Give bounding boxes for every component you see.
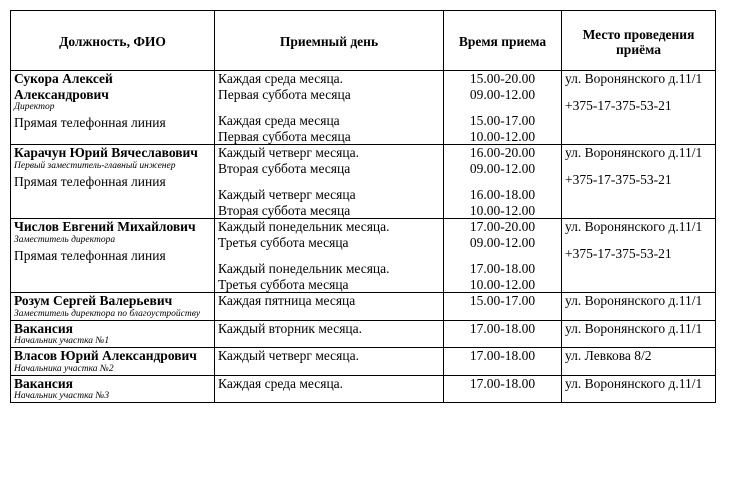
hotline-day: Третья суббота месяца <box>218 276 349 292</box>
table-row <box>11 320 716 348</box>
person-name: Вакансия <box>14 375 73 391</box>
reception-day: Третья суббота месяца <box>218 234 349 250</box>
table-row <box>11 219 716 293</box>
place-address: ул. Воронянского д.11/1 <box>565 293 703 308</box>
reception-time: 09.00-12.00 <box>469 86 536 102</box>
spacer <box>565 235 712 246</box>
time-cell <box>444 145 562 219</box>
time-cell <box>444 71 562 145</box>
day-cell <box>215 145 444 219</box>
table-row <box>11 293 716 321</box>
reception-time: 17.00-18.00 <box>469 375 536 391</box>
spacer <box>218 102 440 113</box>
hotline-time: 16.00-18.00 <box>469 187 536 202</box>
reception-schedule-table <box>10 10 716 403</box>
reception-time: 17.00-18.00 <box>469 320 536 336</box>
place-cell <box>562 71 716 145</box>
spacer <box>447 102 558 113</box>
person-name: Вакансия <box>14 320 73 336</box>
table-row <box>11 71 716 145</box>
reception-day: Каждый четверг месяца. <box>218 348 359 363</box>
position-cell <box>11 375 215 403</box>
person-name: Власов Юрий Александрович <box>14 348 197 363</box>
hotline-phone: +375-17-375-53-21 <box>565 245 672 261</box>
reception-time: 09.00-12.00 <box>469 160 536 176</box>
place-address: ул. Воронянского д.11/1 <box>565 219 703 234</box>
header-position: Должность, ФИО <box>11 11 215 71</box>
position-cell <box>11 71 215 145</box>
reception-day: Каждый четверг месяца. <box>218 145 359 160</box>
day-cell <box>215 71 444 145</box>
hotline-day: Вторая суббота месяца <box>218 202 351 218</box>
place-cell <box>562 293 716 321</box>
hotline-day: Каждая среда месяца <box>218 113 340 128</box>
hotline-label: Прямая телефонная линия <box>14 115 166 130</box>
place-cell <box>562 375 716 403</box>
hotline-day: Каждый четверг месяца <box>218 187 356 202</box>
header-place: Место проведения приёма <box>562 11 716 71</box>
hotline-phone: +375-17-375-53-21 <box>565 97 672 113</box>
spacer <box>447 176 558 187</box>
place-cell <box>562 348 716 376</box>
time-cell <box>444 219 562 293</box>
day-cell <box>215 293 444 321</box>
header-day: Приемный день <box>215 11 444 71</box>
reception-day: Каждая среда месяца. <box>218 71 344 86</box>
reception-day: Каждая пятница месяца <box>218 293 356 308</box>
reception-time: 15.00-17.00 <box>469 293 536 308</box>
hotline-time: 15.00-17.00 <box>469 113 536 128</box>
position-title: Начальника участка №2 <box>14 363 114 374</box>
spacer <box>218 250 440 261</box>
spacer <box>218 176 440 187</box>
place-address: ул. Левкова 8/2 <box>565 348 652 363</box>
hotline-phone: +375-17-375-53-21 <box>565 171 672 187</box>
time-cell <box>444 375 562 403</box>
time-cell <box>444 348 562 376</box>
spacer <box>565 87 712 98</box>
reception-time: 09.00-12.00 <box>469 234 536 250</box>
header-time: Время приема <box>444 11 562 71</box>
time-cell <box>444 293 562 321</box>
place-cell <box>562 219 716 293</box>
reception-time: 15.00-20.00 <box>469 71 536 86</box>
table-row <box>11 145 716 219</box>
table-row <box>11 375 716 403</box>
spacer <box>447 250 558 261</box>
person-name: Карачун Юрий Вячеславович <box>14 145 198 160</box>
reception-day: Вторая суббота месяца <box>218 160 351 176</box>
schedule-body <box>11 71 716 403</box>
reception-time: 17.00-18.00 <box>469 348 536 363</box>
reception-day: Каждый понедельник месяца. <box>218 219 390 234</box>
position-cell <box>11 145 215 219</box>
place-address: ул. Воронянского д.11/1 <box>565 375 703 391</box>
position-cell <box>11 320 215 348</box>
day-cell <box>215 219 444 293</box>
table-row <box>11 348 716 376</box>
person-name: Розум Сергей Валерьевич <box>14 293 173 308</box>
day-cell <box>215 375 444 403</box>
hotline-time: 10.00-12.00 <box>469 128 536 144</box>
person-name: Сукора Алексей Александрович <box>14 71 113 102</box>
place-address: ул. Воронянского д.11/1 <box>565 145 703 160</box>
position-cell <box>11 348 215 376</box>
day-cell <box>215 348 444 376</box>
reception-day: Каждый вторник месяца. <box>218 320 362 336</box>
header-row <box>11 11 716 71</box>
position-cell <box>11 293 215 321</box>
position-title: Первый заместитель-главный инженер <box>14 160 176 171</box>
place-address: ул. Воронянского д.11/1 <box>565 71 703 86</box>
hotline-day: Каждый понедельник месяца. <box>218 261 390 276</box>
place-address: ул. Воронянского д.11/1 <box>565 320 703 336</box>
place-cell <box>562 320 716 348</box>
reception-time: 16.00-20.00 <box>469 145 536 160</box>
position-title: Заместитель директора <box>14 234 116 245</box>
position-cell <box>11 219 215 293</box>
hotline-day: Первая суббота месяца <box>218 128 351 144</box>
position-title: Директор <box>14 102 55 112</box>
position-title: Начальник участка №1 <box>14 336 110 346</box>
hotline-label: Прямая телефонная линия <box>14 173 166 189</box>
reception-day: Первая суббота месяца <box>218 86 351 102</box>
day-cell <box>215 320 444 348</box>
hotline-time: 17.00-18.00 <box>469 261 536 276</box>
time-cell <box>444 320 562 348</box>
hotline-time: 10.00-12.00 <box>469 202 536 218</box>
hotline-label: Прямая телефонная линия <box>14 247 166 263</box>
position-title: Начальник участка №3 <box>14 391 110 401</box>
hotline-time: 10.00-12.00 <box>469 276 536 292</box>
reception-day: Каждая среда месяца. <box>218 375 344 391</box>
place-cell <box>562 145 716 219</box>
person-name: Числов Евгений Михайлович <box>14 219 196 234</box>
reception-time: 17.00-20.00 <box>469 219 536 234</box>
position-title: Заместитель директора по благоустройству <box>14 308 201 319</box>
spacer <box>565 161 712 172</box>
